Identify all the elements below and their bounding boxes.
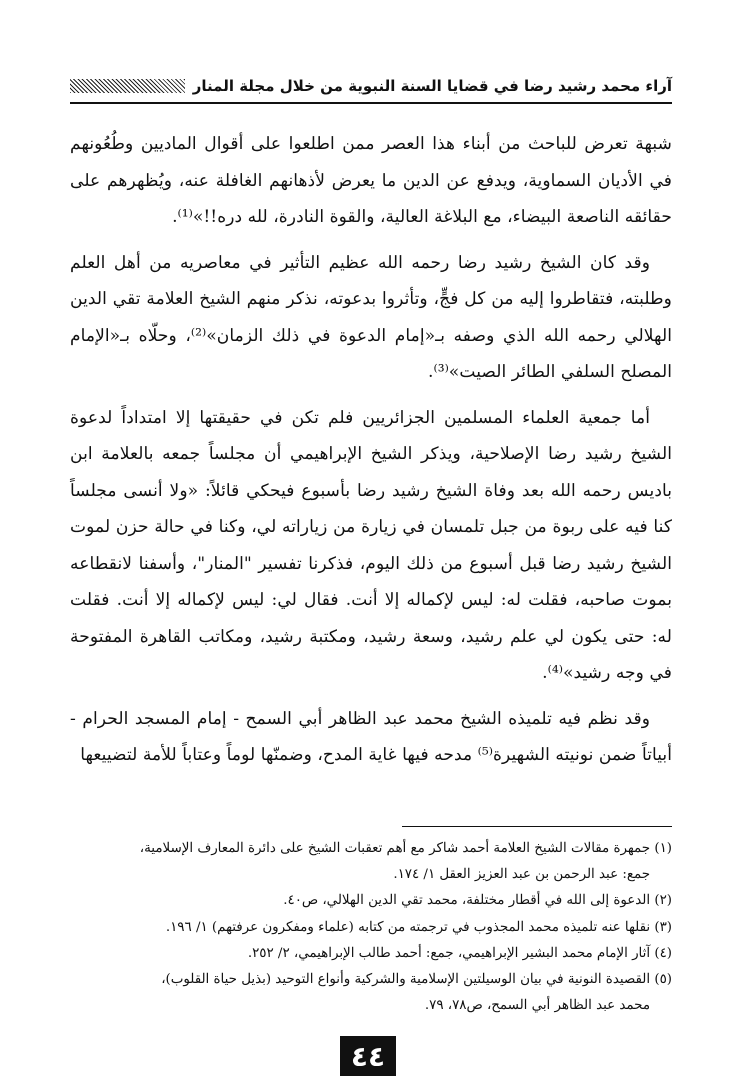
- paragraph-1: شبهة تعرض للباحث من أبناء هذا العصر ممن اطلعوا على أقوال الماديين وطُعُونهم في الأديان السماوية، ويدفع عن الدين ما يعرض لأذهانهم الغافلة عنه، ويُظهرهم على حقائقه الناصعة البيضاء، مع البلاغة العالية، والقوة النادرة، لله دره!!»⁽¹⁾.: [70, 134, 672, 227]
- footnote-5: (٥) القصيدة النونية في بيان الوسيلتين الإسلامية والشركية وأنواع التوحيد (بذيل حياة القلوب)،: [161, 972, 672, 988]
- page-number: ٤٤: [340, 1036, 396, 1076]
- footnote-2: (٢) الدعوة إلى الله في أقطار مختلفة، محمد تقي الدين الهلالي، ص٤٠.: [283, 893, 672, 909]
- footnote-1: (١) جمهرة مقالات الشيخ العلامة أحمد شاكر مع أهم تعقبات الشيخ على دائرة المعارف الإسلامية،: [139, 841, 672, 856]
- footnote-3: (٣) نقلها عنه تلميذه محمد المجذوب في ترجمته من كتابه (علماء ومفكرون عرفتهم) ١/ ١٩٦.: [165, 919, 672, 935]
- body-text: [70, 126, 672, 774]
- running-header: [70, 70, 672, 104]
- header-ornament: [70, 79, 185, 93]
- running-header-title: آراء محمد رشيد رضا في قضايا السنة النبوية من خلال مجلة المنار: [192, 77, 672, 95]
- footnote-5-continued: محمد عبد الظاهر أبي السمح، ص٧٨، ٧٩.: [424, 998, 650, 1014]
- paragraph-3: أما جمعية العلماء المسلمين الجزائريين فلم تكن في حقيقتها إلا امتداداً لدعوة الشيخ رشيد رضا الإصلاحية، ويذكر الشيخ الإبراهيمي أن مجلساً جمعه بالعلامة ابن باديس رحمه الله بعد وفاة الشيخ رشيد رضا بأسبوع فيحكي قائلاً: «ولا أنسى مجلساً كنا فيه على ربوة من جبل تلمسان في زيارة من زياراته لي، وكنا في حالة حزن لموت الشيخ رشيد رضا قبل أسبوع من ذلك اليوم، فذكرنا تفسير "المنار"، وأسفنا لانقطاعه بموت صاحبه، فقلت له: ليس لإكماله إلا أنت. فقال لي: ليس لإكماله إلا أنت. فقلت له: حتى يكون لي علم رشيد، وسعة رشيد، ومكتبة رشيد، ومكاتب القاهرة المفتوحة في وجه رشيد»⁽⁴⁾.: [70, 407, 672, 683]
- footnote-divider: [402, 826, 672, 827]
- footnote-1-continued: جمع: عبد الرحمن بن عبد العزيز العقل ١/ ١٧٤.: [393, 867, 650, 883]
- footnote-4: (٤) آثار الإمام محمد البشير الإبراهيمي، جمع: أحمد طالب الإبراهيمي، ٢/ ٢٥٢.: [247, 945, 672, 961]
- paragraph-2: وقد كان الشيخ رشيد رضا رحمه الله عظيم التأثير في معاصريه من أهل العلم وطلبته، فتقاطروا إليه من كل فجٍّ، وتأثروا بدعوته، نذكر منهم الشيخ العلامة تقي الدين الهلالي رحمه الله الذي وصفه بـ«إمام الدعوة في ذلك الزمان»⁽²⁾، وحلّاه بـ«الإمام المصلح السلفي الطائر الصيت»⁽³⁾.: [70, 252, 672, 382]
- paragraph-4: وقد نظم فيه تلميذه الشيخ محمد عبد الظاهر أبي السمح - إمام المسجد الحرام - أبياتاً ضمن نونيته الشهيرة⁽⁵⁾ مدحه فيها غاية المدح، وضمنّها لوماً وعتاباً للأمة لتضييعها: [70, 708, 672, 765]
- footnotes: [66, 836, 672, 1019]
